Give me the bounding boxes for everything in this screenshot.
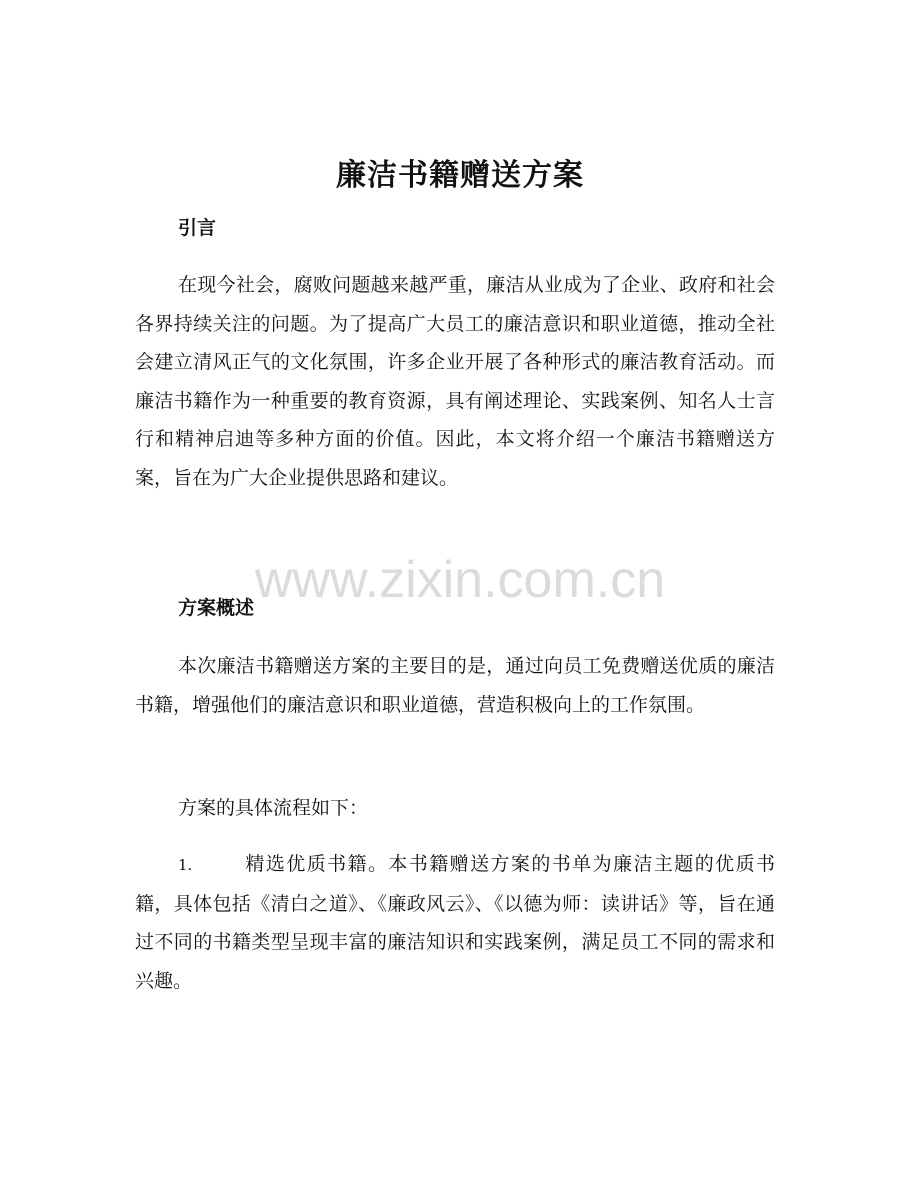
- list-item-text: 精选优质书籍。本书籍赠送方案的书单为廉洁主题的优质书籍，具体包括《清白之道》、《廉政风云》、《以德为师：读讲话》等，旨在通过不同的书籍类型呈现丰富的廉洁知识和实践案例，满足员工不同的需求和兴趣。: [135, 853, 775, 992]
- intro-paragraph: 在现今社会，腐败问题越来越严重，廉洁从业成为了企业、政府和社会各界持续关注的问题。为了提高广大员工的廉洁意识和职业道德，推动全社会建立清风正气的文化氛围，许多企业开展了各种形式的廉洁教育活动。而廉洁书籍作为一种重要的教育资源，具有阐述理论、实践案例、知名人士言行和精神启迪等多种方面的价值。因此，本文将介绍一个廉洁书籍赠送方案，旨在为广大企业提供思路和建议。: [135, 274, 775, 489]
- watermark: www.zixin.com.cn: [254, 551, 666, 609]
- overview-goal-paragraph: 本次廉洁书籍赠送方案的主要目的是，通过向员工免费赠送优质的廉洁书籍，增强他们的廉洁意识和职业道德，营造积极向上的工作氛围。: [135, 655, 775, 716]
- process-intro-paragraph: 方案的具体流程如下：: [178, 797, 369, 819]
- section-heading-intro: 引言: [178, 217, 217, 239]
- document-title: 廉洁书籍赠送方案: [336, 158, 584, 193]
- section-heading-overview: 方案概述: [178, 597, 255, 619]
- list-item: [135, 845, 775, 1000]
- list-item-number: 1.: [178, 856, 193, 874]
